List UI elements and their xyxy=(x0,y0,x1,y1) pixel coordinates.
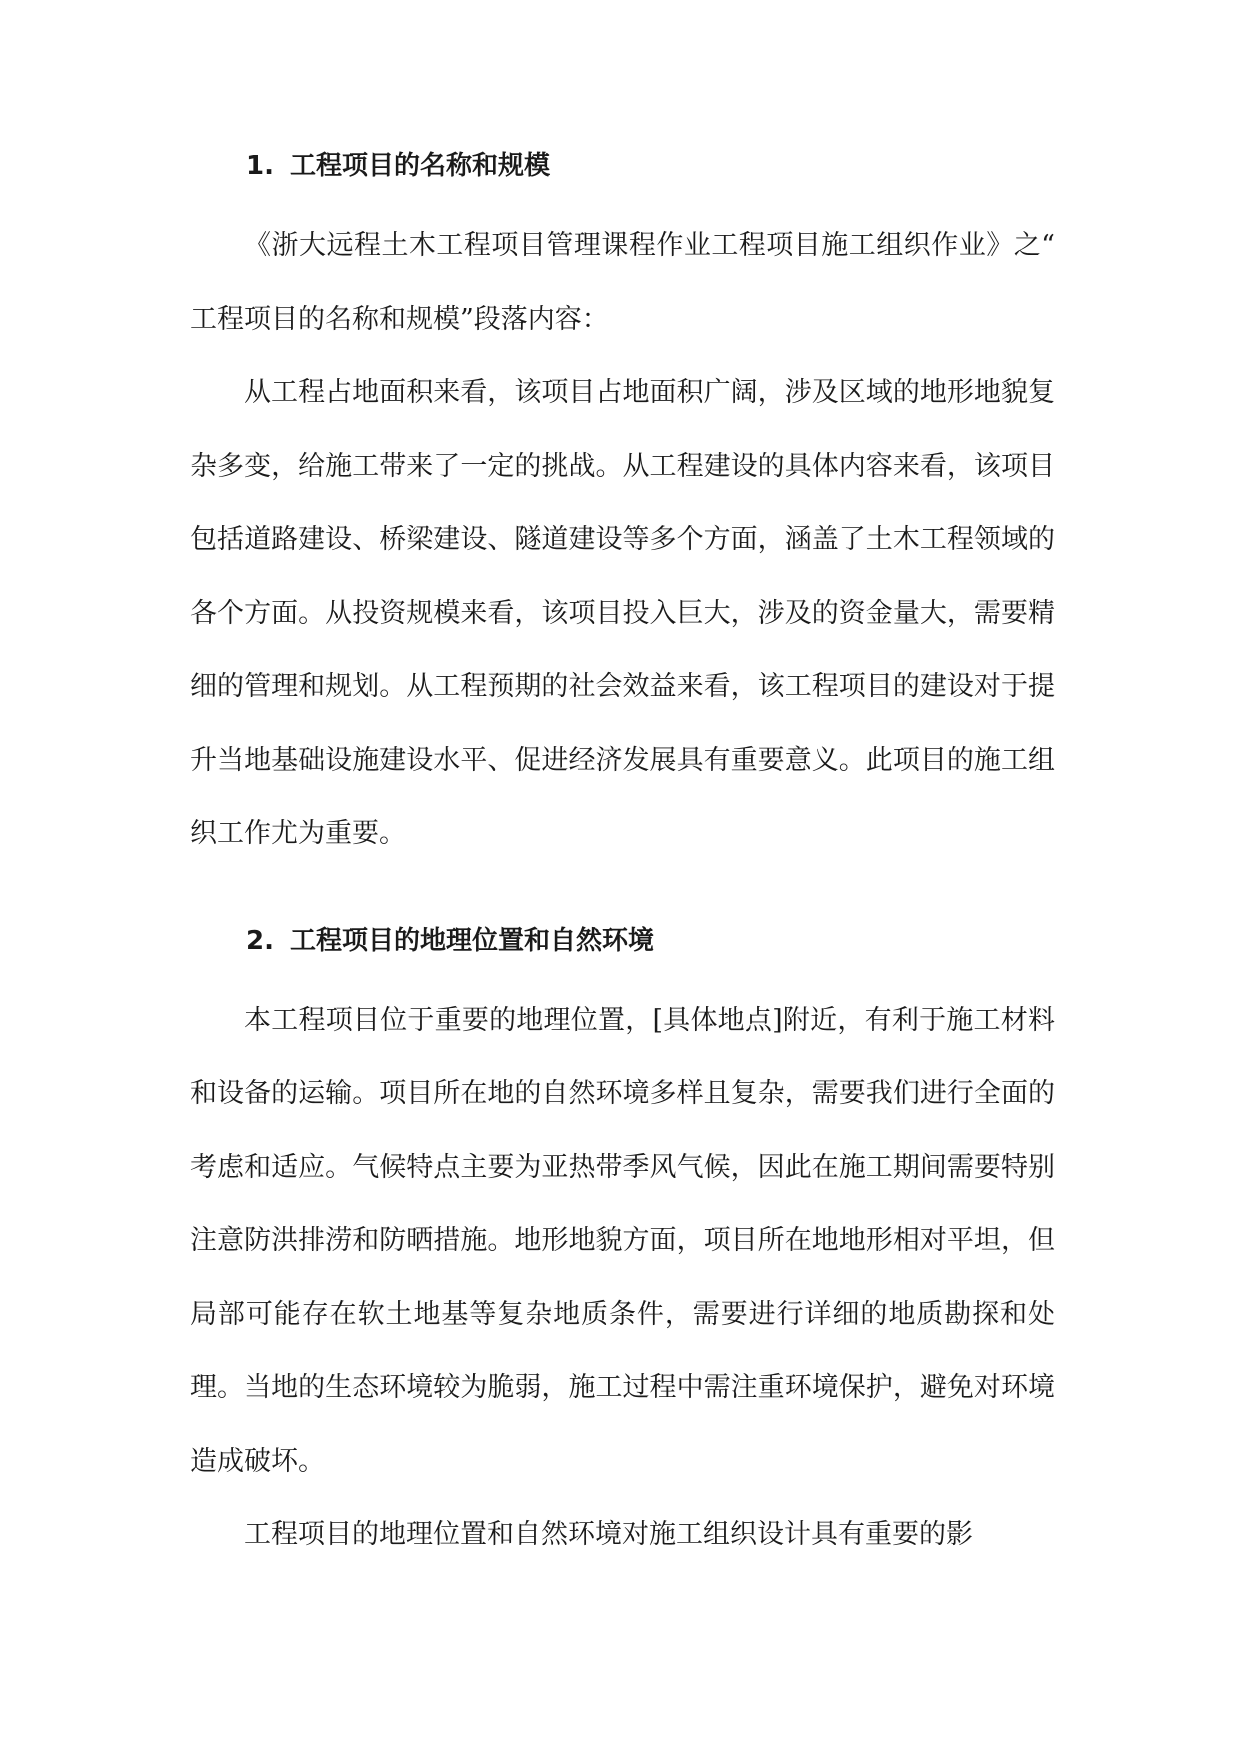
section-2-continued-paragraph: 工程项目的地理位置和自然环境对施工组织设计具有重要的影 xyxy=(244,1519,973,1550)
section-2-number: 2. xyxy=(246,925,274,956)
section-1-title: 工程项目的名称和规模 xyxy=(290,151,551,181)
section-1-heading xyxy=(190,146,1055,186)
section-2-body-paragraph: 本工程项目位于重要的地理位置，[具体地点]附近，有利于施工材料和设备的运输。项目所在地的自然环境多样且复杂，需要我们进行全面的考虑和适应。气候特点主要为亚热带季风气候，因此在施工期间需要特别注意防洪排涝和防晒措施。地形地貌方面，项目所在地地形相对平坦，但局部可能存在软土地基等复杂地质条件，需要进行详细的地质勘探和处理。当地的生态环境较为脆弱，施工过程中需注重环境保护，避免对环境造成破坏。 xyxy=(190,1004,1055,1477)
section-1-intro-paragraph: 《浙大远程土木工程项目管理课程作业工程项目施工组织作业》之“ 工程项目的名称和规模”段落内容： xyxy=(190,230,1055,335)
document-content xyxy=(190,146,1055,1572)
section-1-number: 1. xyxy=(246,151,274,181)
section-1-body-paragraph: 从工程占地面积来看，该项目占地面积广阔，涉及区域的地形地貌复杂多变，给施工带来了一定的挑战。从工程建设的具体内容来看，该项目包括道路建设、桥梁建设、隧道建设等多个方面，涵盖了土木工程领域的各个方面。从投资规模来看，该项目投入巨大，涉及的资金量大，需要精细的管理和规划。从工程预期的社会效益来看，该工程项目的建设对于提升当地基础设施建设水平、促进经济发展具有重要意义。此项目的施工组织工作尤为重要。 xyxy=(190,377,1055,849)
section-2-title: 工程项目的地理位置和自然环境 xyxy=(290,925,655,956)
section-2-heading xyxy=(190,921,1055,961)
